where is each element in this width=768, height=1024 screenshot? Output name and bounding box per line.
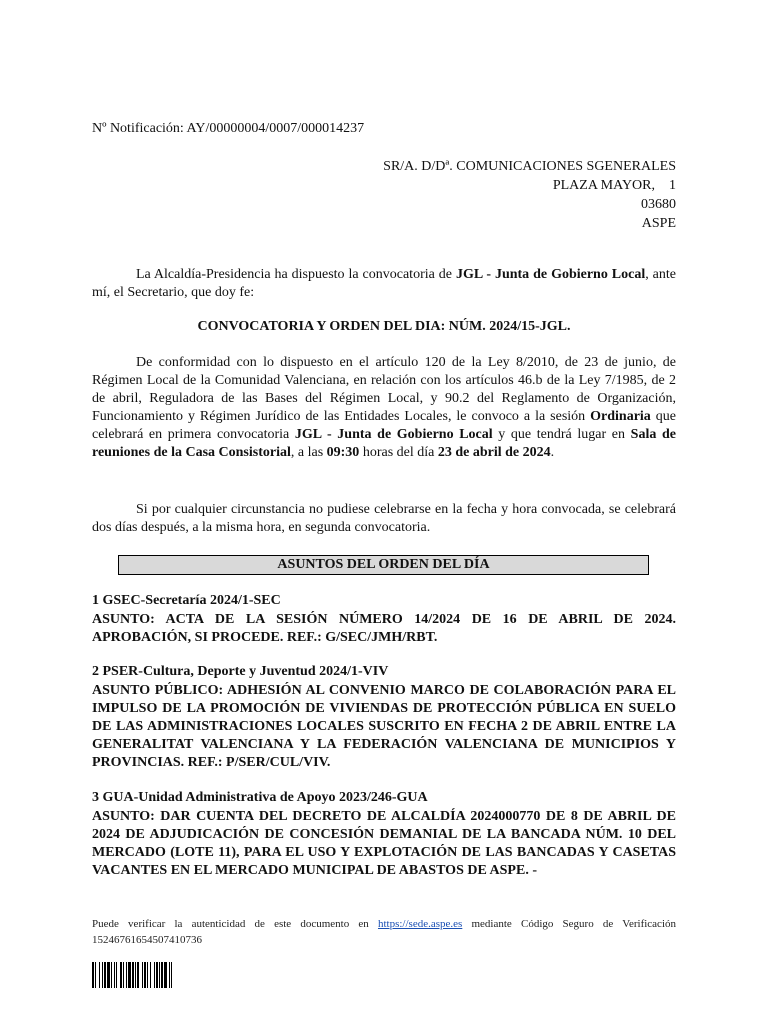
conformidad-paragraph bbox=[92, 354, 676, 462]
recipient-city: ASPE bbox=[641, 216, 676, 231]
barcode-icon bbox=[92, 962, 232, 988]
intro-text: La Alcaldía-Presidencia ha dispuesto la convocatoria de bbox=[136, 267, 456, 282]
recipient-postal-code: 03680 bbox=[641, 197, 676, 212]
agenda-item-1-heading: 1 GSEC-Secretaría 2024/1-SEC bbox=[92, 593, 281, 608]
intro-text-end: , ante mí, el Secretario, que doy fe: bbox=[92, 267, 676, 300]
intro-paragraph bbox=[92, 266, 676, 302]
agenda-item-3-subject: ASUNTO: DAR CUENTA DEL DECRETO DE ALCALDÍA 2024000770 DE 8 DE ABRIL DE 2024 DE ADJUDICACIÓN DE CONCESIÓN DEMANIAL DE LA BANCADA NÚM. 10 DEL MERCADO (LOTE 11), PARA EL USO Y EXPLOTACIÓN DE LAS BANCADAS Y CASETAS VACANTES EN EL MERCADO MUNICIPAL DE ABASTOS DE ASPE. - bbox=[92, 809, 676, 878]
second-call-paragraph: Si por cualquier circunstancia no pudiese celebrarse en la fecha y hora convocada, se celebrará dos días después, a la misma hora, en segunda convocatoria. bbox=[92, 502, 676, 535]
convocatoria-title: CONVOCATORIA Y ORDEN DEL DIA: NÚM. 2024/15-JGL. bbox=[197, 319, 571, 334]
agenda-item-2-heading: 2 PSER-Cultura, Deporte y Juventud 2024/1-VIV bbox=[92, 664, 389, 679]
agenda-item-1-subject: ASUNTO: ACTA DE LA SESIÓN NÚMERO 14/2024 DE 16 DE ABRIL DE 2024. APROBACIÓN, SI PROCEDE. REF.: G/SEC/JMH/RBT. bbox=[92, 612, 676, 645]
conformidad-text: De conformidad con lo dispuesto en el artículo 120 de la Ley 8/2010, de 23 de junio, de Régimen Local de la Comunidad Valenciana, en relación con los artículos 46.b de la Ley 7/1985, de 2 de abril, Reguladora de las Bases del Régimen Local, y 90.2 del Reglamento de Organización, Funcionamiento y Régimen Jurídico de las Entidades Locales, le convoco a la sesión bbox=[92, 355, 676, 424]
footer-text: Puede verificar la autenticidad de este documento en bbox=[92, 918, 378, 930]
footer-text-end: mediante Código Seguro de Verificación 15246761654507410736 bbox=[92, 918, 676, 946]
recipient-address bbox=[383, 157, 676, 233]
conformidad-text-4: , a las bbox=[290, 445, 327, 460]
intro-organ: JGL - Junta de Gobierno Local bbox=[455, 267, 646, 282]
session-date: 23 de abril de 2024 bbox=[437, 445, 551, 460]
recipient-name: SR/A. D/Dª. COMUNICACIONES SGENERALES bbox=[383, 159, 676, 174]
session-time: 09:30 bbox=[326, 445, 360, 460]
session-type: Ordinaria bbox=[590, 409, 651, 424]
conformidad-text-5: horas del día bbox=[359, 445, 438, 460]
notification-number: Nº Notificación: AY/00000004/0007/000014237 bbox=[92, 121, 365, 136]
session-organ: JGL - Junta de Gobierno Local bbox=[294, 427, 493, 442]
conformidad-text-6: . bbox=[550, 445, 555, 460]
verification-link[interactable]: https://sede.aspe.es bbox=[377, 918, 463, 930]
verification-footer bbox=[92, 916, 676, 948]
agenda-item-3-heading: 3 GUA-Unidad Administrativa de Apoyo 2023/246-GUA bbox=[92, 790, 428, 805]
agenda-item-2-subject: ASUNTO PÚBLICO: ADHESIÓN AL CONVENIO MARCO DE COLABORACIÓN PARA EL IMPULSO DE LA PROMOCIÓN DE VIVIENDAS DE PROTECCIÓN PÚBLICA EN SUELO DE LAS ADMINISTRACIONES LOCALES SUSCRITO EN FECHA 2 DE ABRIL ENTRE LA GENERALITAT VALENCIANA Y LA FEDERACIÓN VALENCIANA DE MUNICIPIOS Y PROVINCIAS. REF.: P/SER/CUL/VIV. bbox=[92, 683, 676, 770]
conformidad-text-2: que celebrará en primera convocatoria bbox=[92, 409, 676, 442]
recipient-street: PLAZA MAYOR, 1 bbox=[552, 178, 676, 193]
conformidad-text-3: y que tendrá lugar en bbox=[492, 427, 631, 442]
agenda-section-header: ASUNTOS DEL ORDEN DEL DÍA bbox=[118, 555, 649, 575]
session-place: Sala de reuniones de la Casa Consistorial bbox=[92, 427, 676, 460]
